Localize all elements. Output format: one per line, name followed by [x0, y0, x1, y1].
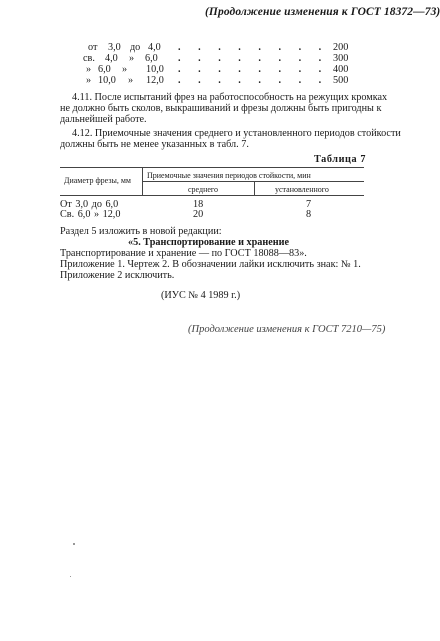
speed-row-to: » — [128, 75, 134, 86]
leader-dots: . . . . . . . . — [178, 42, 322, 53]
speed-row-value: 200 — [333, 42, 349, 53]
speed-row — [86, 75, 172, 87]
speed-row-value: 400 — [333, 64, 349, 75]
paragraph-line: должны быть не менее указанных в табл. 7. — [60, 139, 249, 150]
section-intro: Раздел 5 изложить в новой редакции: — [60, 226, 222, 237]
speed-row-a: 6,0 — [98, 64, 111, 75]
speed-row-from: » — [86, 75, 92, 86]
scan-speck — [73, 543, 75, 545]
table-rule-top — [60, 167, 364, 168]
scan-speck — [70, 576, 71, 577]
section-line: Приложение 1. Чертеж 2. В обозначении лайки исключить знак: № 1. — [60, 259, 361, 270]
table-row-mean: 20 — [193, 209, 204, 220]
speed-row-value: 500 — [333, 75, 349, 86]
speed-row-from: св. — [83, 53, 95, 64]
paragraph-line: 4.11. После испытаний фрез на работоспособность на режущих кромках — [72, 92, 388, 103]
table-header-mean: среднего — [188, 185, 218, 194]
table-header-group: Приемочные значения периодов стойкости, мин — [147, 171, 311, 180]
table-row-set: 7 — [306, 199, 312, 210]
speed-row-b: 10,0 — [146, 64, 164, 75]
speed-row-to: до — [130, 42, 141, 53]
table-row-diameter: Св. 6,0 » 12,0 — [60, 209, 121, 220]
speed-row-value: 300 — [333, 53, 349, 64]
leader-dots: . . . . . . . . — [178, 53, 322, 64]
table-caption: Таблица 7 — [314, 154, 367, 165]
table-row-set: 8 — [306, 209, 312, 220]
paragraph-line: дальнейшей работе. — [60, 114, 147, 125]
speed-row-a: 3,0 — [108, 42, 121, 53]
paragraph-line: не должно быть сколов, выкрашиваний и фрезы должны быть пригодны к — [60, 103, 382, 114]
section-heading: «5. Транспортирование и хранение — [128, 237, 290, 248]
table-rule-vertical — [254, 181, 255, 195]
speed-row-b: 12,0 — [146, 75, 164, 86]
paragraph-line: 4.12. Приемочные значения среднего и установленного периодов стойкости — [72, 128, 401, 139]
table-header-set: установленного — [275, 185, 329, 194]
source-reference: (ИУС № 4 1989 г.) — [161, 290, 241, 301]
next-page-header-cut: (Продолжение изменения к ГОСТ 7210—75) — [188, 324, 386, 335]
section-line: Приложение 2 исключить. — [60, 270, 175, 281]
table-row-diameter: От 3,0 до 6,0 — [60, 199, 119, 210]
speed-row-a: 4,0 — [105, 53, 118, 64]
speed-row-from: » — [86, 64, 92, 75]
table-header-diameter: Диаметр фрезы, мм — [64, 176, 131, 185]
leader-dots: . . . . . . . . — [178, 75, 322, 86]
leader-dots: . . . . . . . . — [178, 64, 322, 75]
speed-row-from: от — [88, 42, 98, 53]
speed-row-to: » — [129, 53, 135, 64]
page-header: (Продолжение изменения к ГОСТ 18372—73) — [205, 6, 440, 18]
speed-row-a: 10,0 — [98, 75, 116, 86]
speed-row-b: 6,0 — [145, 53, 158, 64]
speed-row-to: » — [122, 64, 128, 75]
section-line: Транспортирование и хранение — по ГОСТ 18088—83». — [60, 248, 307, 259]
table-rule-header-bottom — [60, 195, 364, 196]
table-row-mean: 18 — [193, 199, 204, 210]
speed-row-b: 4,0 — [148, 42, 161, 53]
